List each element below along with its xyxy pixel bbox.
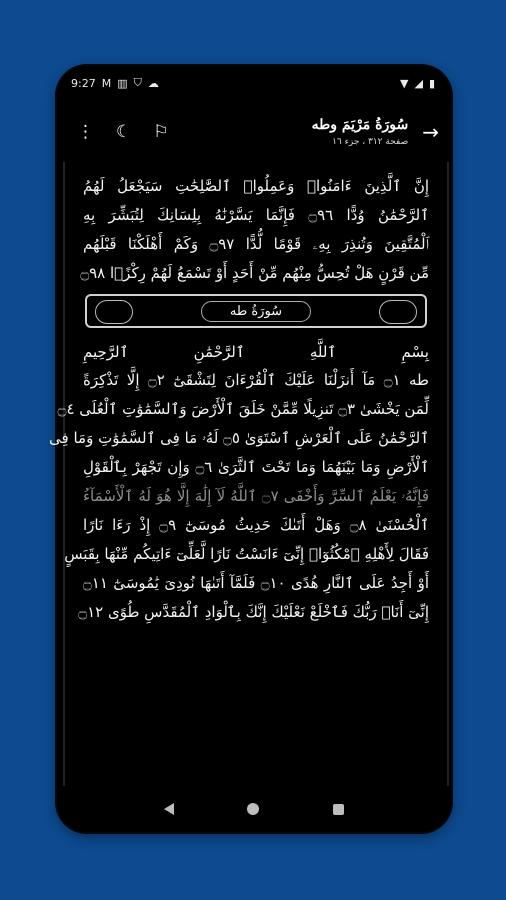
surah-frame-title: سُورَةُ طه xyxy=(201,301,311,322)
nav-recents-icon[interactable] xyxy=(333,804,344,815)
quran-line: فَقَالَ لِأَهْلِهِ ٱمْكُثُوٓا۟ إِنِّىٓ ءَانَسْتُ نَارًا لَّعَلِّىٓ ءَاتِيكُم مِّنْهَا بِقَبَسٍ xyxy=(64,545,429,563)
navigation-bar xyxy=(57,786,451,832)
nav-home-icon[interactable] xyxy=(247,803,259,815)
shield-icon: ⛉ xyxy=(133,76,142,89)
title-block xyxy=(312,116,409,149)
battery-icon: ▮ xyxy=(428,76,435,90)
quran-line: طه ۝١ مَآ أَنزَلْنَا عَلَيْكَ ٱلْقُرْءَانَ لِتَشْقَىٰٓ ۝٢ إِلَّا تَذْكِرَةً xyxy=(83,371,429,389)
quran-line-highlighted: فَإِنَّهُۥ يَعْلَمُ ٱلسِّرَّ وَأَخْفَى ۝٧ ٱللَّهُ لَآ إِلَٰهَ إِلَّا هُوَ لَهُ ٱلْأَسْمَآءُ xyxy=(83,487,429,505)
quran-line: إِنَّ ٱلَّذِينَ ءَامَنُوا۟ وَعَمِلُوا۟ ٱلصَّٰلِحَٰتِ سَيَجْعَلُ لَهُمُ xyxy=(83,177,429,195)
quran-line: ٱلْأَرْضِ وَمَا بَيْنَهُمَا وَمَا تَحْتَ ٱلثَّرَىٰ ۝٦ وَإِن تَجْهَرْ بِٱلْقَوْلِ xyxy=(83,458,429,476)
mushaf-page[interactable] xyxy=(49,162,449,786)
bookmark-icon[interactable]: ⚐ xyxy=(153,121,169,142)
more-vert-icon[interactable]: ⋮ xyxy=(77,121,94,142)
surah-header-frame xyxy=(85,294,427,328)
quran-line: ٱلْحُسْنَىٰ ۝٨ وَهَلْ أَتَىٰكَ حَدِيثُ مُوسَىٰٓ ۝٩ إِذْ رَءَا نَارًا xyxy=(83,516,429,534)
gmail-icon: M xyxy=(101,76,112,90)
cloud-icon: ☁ xyxy=(147,76,159,90)
app-bar xyxy=(57,104,451,160)
phone-frame xyxy=(49,66,451,832)
quran-line: ٱلرَّحْمَٰنُ وُدًّا ۝٩٦ فَإِنَّمَا يَسَّرْنَٰهُ بِلِسَانِكَ لِتُبَشِّرَ بِهِ xyxy=(83,206,429,224)
quran-line: مِّن قَرْنٍ هَلْ تُحِسُّ مِنْهُم مِّنْ أَحَدٍ أَوْ تَسْمَعُ لَهُمْ رِكْزًۢا ۝٩٨ xyxy=(80,264,429,282)
status-right xyxy=(400,77,435,90)
quran-line: لِّمَن يَخْشَىٰ ۝٣ تَنزِيلًا مِّمَّنْ خَلَقَ ٱلْأَرْضَ وَٱلسَّمَٰوَٰتِ ٱلْعُلَى ۝٤ xyxy=(57,400,429,418)
surah-title: سُورَةُ مَرْيَمَ وطه xyxy=(311,116,409,133)
basmala: بِسْمِ ٱللَّهِ ٱلرَّحْمَٰنِ ٱلرَّحِيمِ xyxy=(83,343,429,361)
quran-line: إِنِّىٓ أَنَا۠ رَبُّكَ فَٱخْلَعْ نَعْلَيْكَ إِنَّكَ بِٱلْوَادِ ٱلْمُقَدَّسِ طُوًى ۝١٢ xyxy=(78,603,429,621)
wifi-icon: ▼ xyxy=(400,76,409,90)
signal-icon: ◢ xyxy=(414,76,423,90)
quran-line: ٱلْمُتَّقِينَ وَتُنذِرَ بِهِۦ قَوْمًا لُّدًّا ۝٩٧ وَكَمْ أَهْلَكْنَا قَبْلَهُم xyxy=(83,235,429,253)
mushaf-lines xyxy=(49,172,429,627)
status-bar xyxy=(57,66,451,100)
arrow-back-icon[interactable]: → xyxy=(422,120,439,144)
title-wrap xyxy=(312,116,439,149)
calendar-icon: ▥ xyxy=(117,76,128,90)
nav-back-icon[interactable] xyxy=(164,803,174,815)
app-bar-actions xyxy=(77,121,169,142)
surah-subtitle: صفحة ٣١٢ ، جزء ١٦ xyxy=(332,136,409,147)
quran-line: ٱلرَّحْمَٰنُ عَلَى ٱلْعَرْشِ ٱسْتَوَىٰ ۝٥ لَهُۥ مَا فِى ٱلسَّمَٰوَٰتِ وَمَا فِى xyxy=(49,429,429,447)
quran-line: أَوْ أَجِدُ عَلَى ٱلنَّارِ هُدًى ۝١٠ فَلَمَّآ أَتَىٰهَا نُودِىَ يَٰمُوسَىٰٓ ۝١١ xyxy=(83,574,429,592)
status-time: 9:27 xyxy=(71,76,96,90)
status-left xyxy=(71,76,159,90)
moon-icon[interactable]: ☾ xyxy=(116,121,132,142)
